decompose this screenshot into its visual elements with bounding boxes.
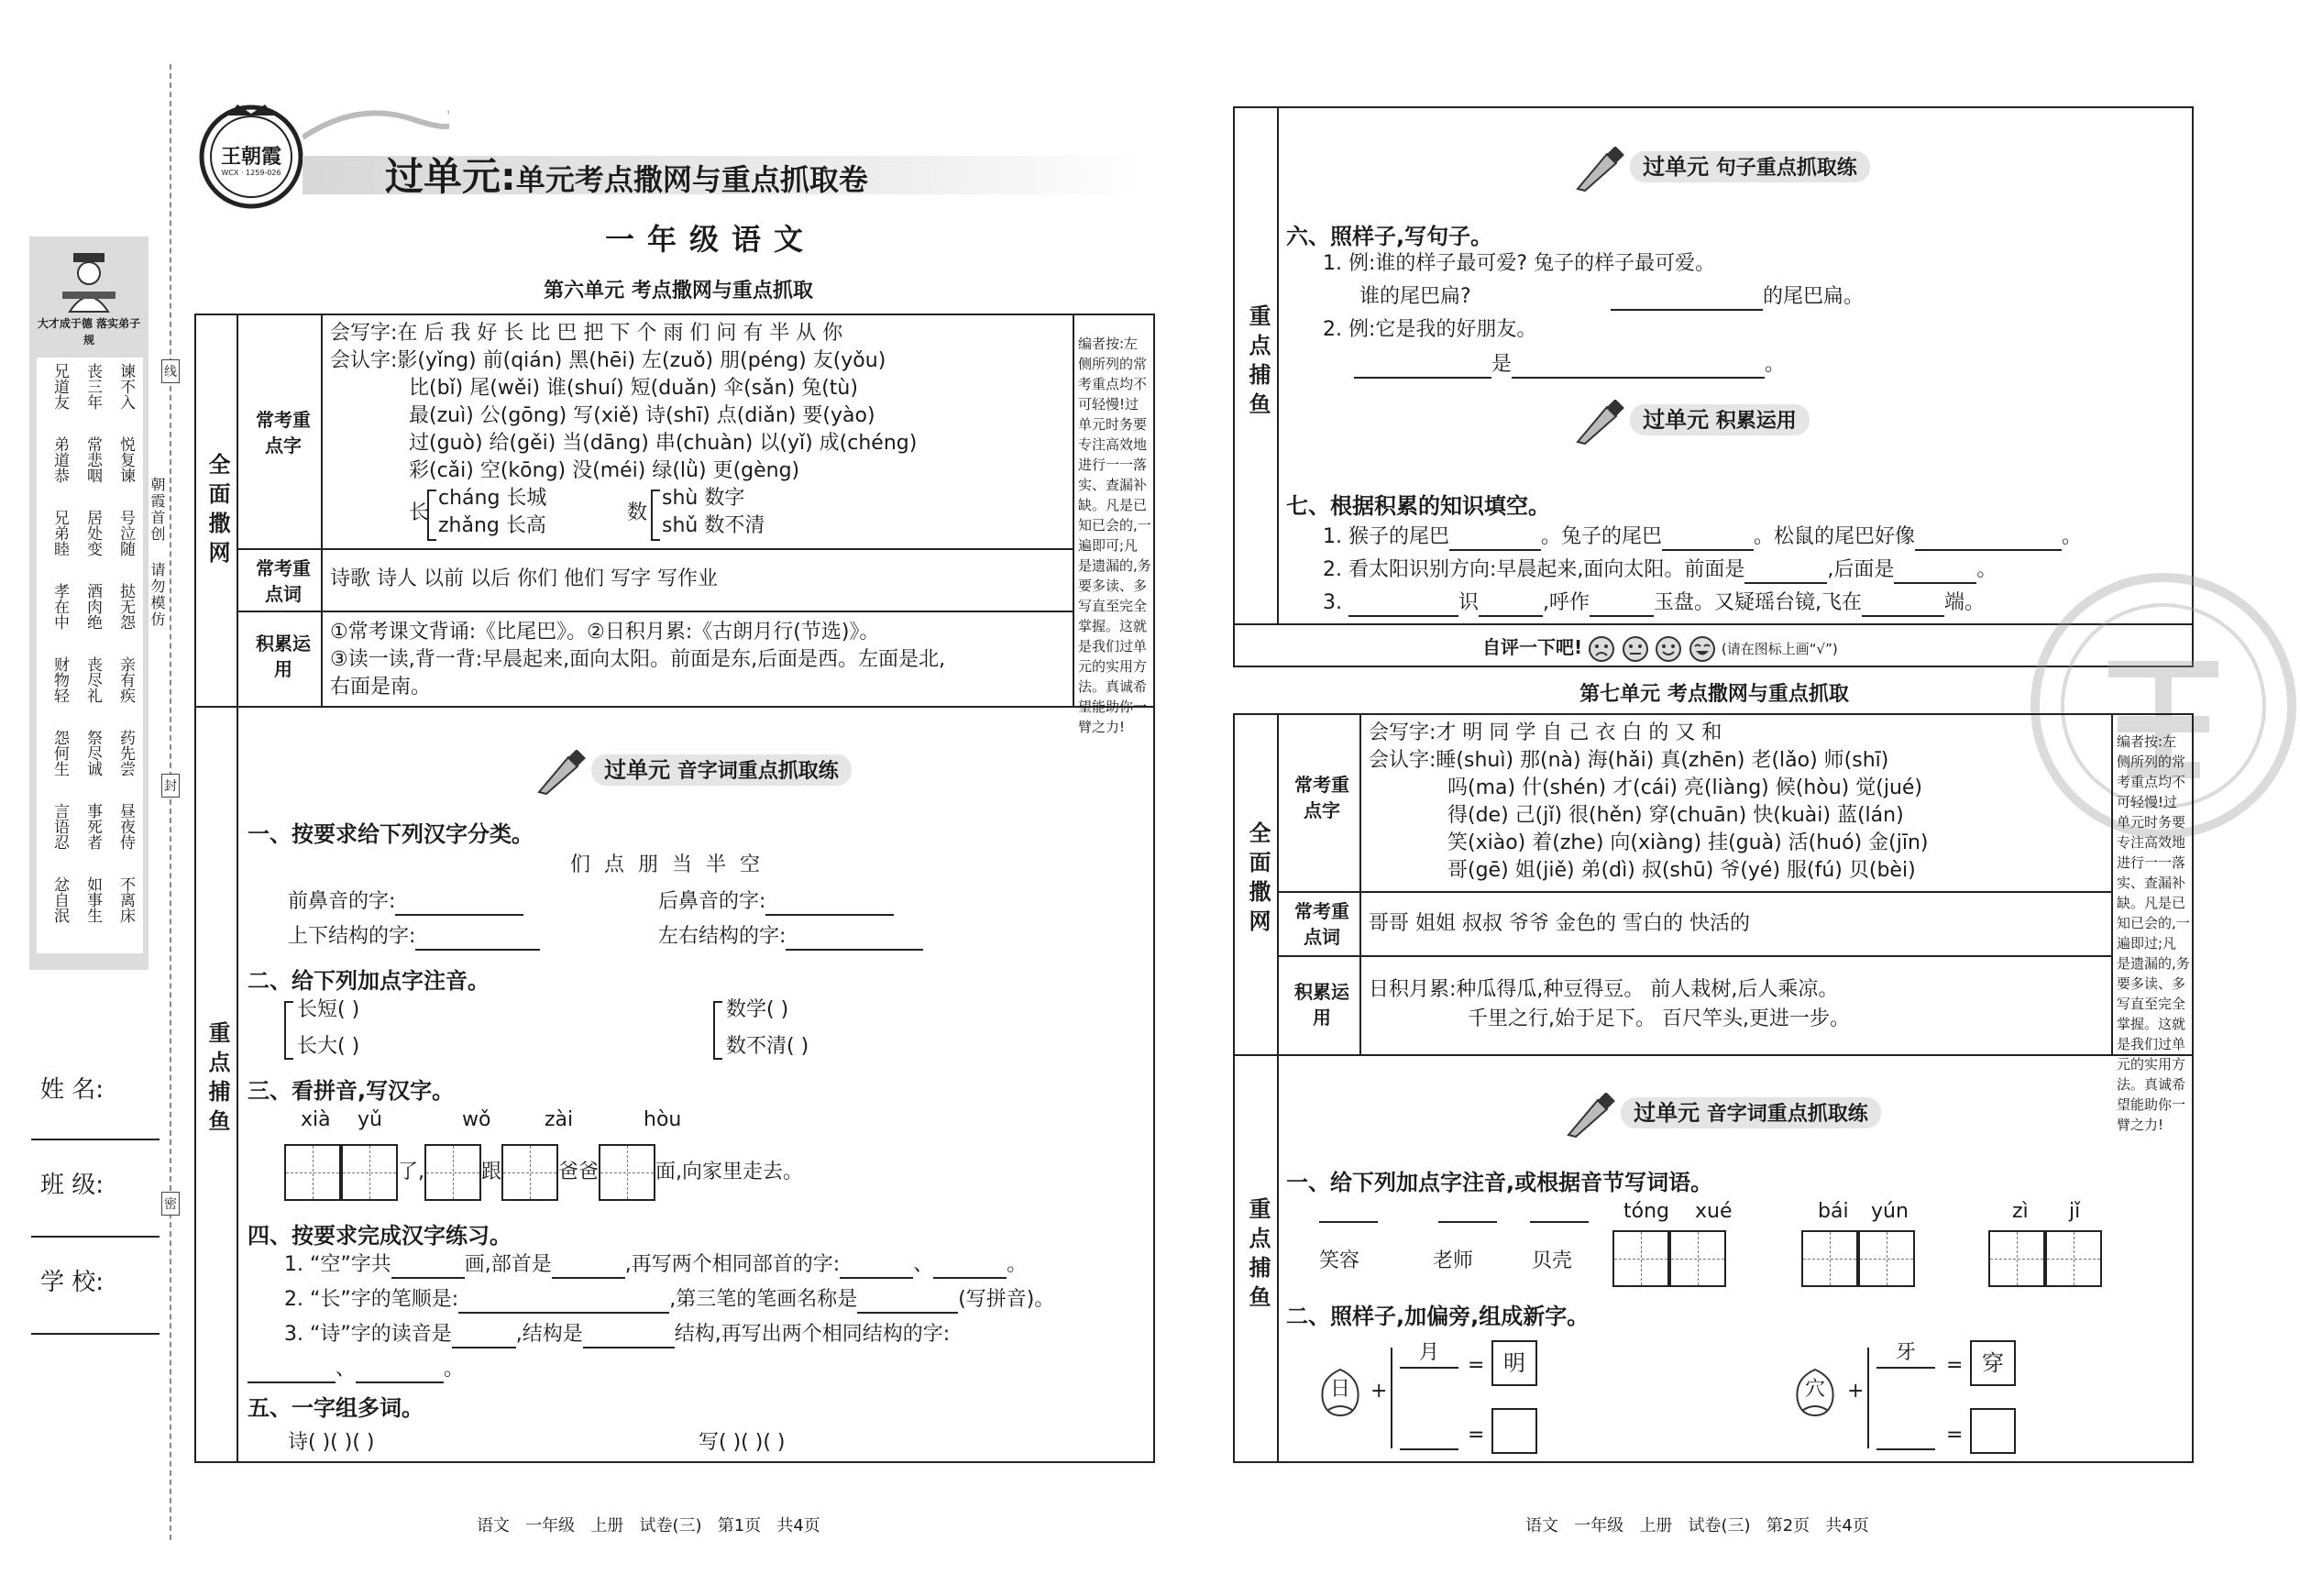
q5-a: 诗( )( )( ) (288, 1431, 375, 1454)
neutral-face-icon[interactable] (1622, 635, 1649, 663)
q5-title: 五、一字组多词。 (248, 1395, 424, 1421)
r2-bracket (1867, 1348, 1869, 1448)
r1-plus: + (1370, 1380, 1388, 1403)
motto-cell: 药先尝 (116, 730, 135, 776)
huiren-line-1: 会认字:影(yǐng) 前(qián) 黑(hēi) 左(zuǒ) 朋(péng) 友(yǒu) (330, 349, 886, 372)
sidebar (29, 237, 149, 970)
cell-tong[interactable] (1612, 1230, 1669, 1287)
q3-py-xia: xià (301, 1108, 331, 1131)
q1-a-blank[interactable] (395, 894, 523, 916)
r2-plus: + (1847, 1380, 1865, 1403)
q3-py-hou: hòu (644, 1108, 682, 1131)
motto-cell: 忿自泯 (50, 876, 69, 923)
q4-3-blank-d[interactable] (356, 1361, 444, 1383)
u7-editor-note: 编者按:左侧所列的常考重点均不可轻慢!过单元时务要专注高效地进行一一落实、查漏补缺。凡是已知已会的,一遍即过;凡是遗漏的,务要多读、多写直至完全掌握。这就是我们过单元的实用方法。真诚希望能助你一臂之力! (2117, 733, 2190, 1133)
q6-2-blank-b[interactable] (1512, 357, 1765, 379)
motto-cell: 事死者 (83, 803, 102, 850)
row-sep-main (196, 706, 1153, 708)
u7-label-changkao-zi: 常考重点字 (1294, 774, 1349, 821)
poly-shu-brace (651, 490, 660, 541)
title-rest: 单元考点撒网与重点抓取卷 (515, 162, 868, 197)
cell-zi[interactable] (1988, 1230, 2045, 1287)
motto-cell: 亲有疾 (116, 656, 135, 703)
sad-face-icon[interactable] (1588, 635, 1615, 663)
jilei-line-2: ③读一读,背一背:早晨起来,面向太阳。前面是东,后面是西。左面是北, (330, 648, 946, 671)
u7-row-sep-1 (1279, 891, 2111, 893)
r1-result: 明 (1491, 1340, 1537, 1386)
motto-cell: 悦复谏 (116, 436, 135, 483)
motto-cell: 孝在中 (50, 583, 69, 630)
q5-b: 写( )( )( ) (699, 1431, 786, 1454)
side-mark-xian: 线 (161, 359, 180, 383)
scholar-icon (57, 249, 121, 314)
q6-1b: 谁的尾巴扁? (1359, 285, 1471, 308)
q6-2: 2. 例:它是我的好朋友。 (1323, 318, 1537, 341)
label-changkao-zi: 常考重点字 (256, 409, 311, 457)
laugh-face-icon[interactable] (1689, 635, 1716, 663)
self-eval-note: (请在图标上画“√”) (1721, 641, 1838, 657)
u7-py-xue: xué (1695, 1200, 1733, 1223)
q7-1-blank-a[interactable] (1449, 529, 1541, 551)
q7-title: 七、根据积累的知识填空。 (1286, 493, 1550, 519)
motto-cell: 怨何生 (50, 730, 69, 776)
q3-py-zai: zài (545, 1108, 574, 1131)
huixie-line: 会写字:在 后 我 好 长 比 巴 把 下 个 雨 们 问 有 半 从 你 (330, 322, 843, 345)
banner-accum-label: 过单元 积累运用 (1630, 404, 1810, 435)
brand-sub: WCX · 1259-026 (221, 169, 281, 177)
u7-py-ji: jǐ (2069, 1200, 2081, 1223)
poly-shu-2: shǔ 数不清 (662, 514, 765, 537)
motto-cell: 酒肉绝 (83, 583, 102, 630)
motto-cell: 谏不入 (116, 363, 135, 410)
u7-huiren-2: 吗(ma) 什(shén) 才(cái) 亮(liàng) 候(hòu) 觉(jué) (1447, 776, 1922, 799)
cell-ji[interactable] (2045, 1230, 2102, 1287)
q1-c-blank[interactable] (415, 929, 540, 951)
jilei-line-1: ①常考课文背诵:《比尾巴》。②日积月累:《古朗月行(节选)》。 (330, 621, 880, 644)
q4-1-blank-d[interactable] (933, 1257, 1007, 1279)
u7-banner-phonics (1565, 1093, 1881, 1139)
side-note: 朝霞首创 请勿模仿 (149, 477, 166, 628)
motto-cell: 号泣随 (116, 510, 135, 556)
motto-cell: 言语忍 (50, 803, 69, 850)
banner-sentence (1574, 147, 1870, 193)
q7-1-blank-b[interactable] (1662, 529, 1754, 551)
banner-sentence-label: 过单元 句子重点抓取练 (1630, 151, 1870, 182)
q4-1-blank-b[interactable] (552, 1257, 625, 1279)
q7-2-blank-a[interactable] (1744, 562, 1827, 584)
poly-chang-1: cháng 长城 (438, 487, 547, 510)
u7-col-zhong-label: 重点捕鱼 (1245, 1197, 1271, 1315)
motto-title: 大才成于德 落实弟子规 (37, 317, 141, 347)
u7-jilei-1: 日积月累:种瓜得瓜,种豆得豆。 前人栽树,后人乘凉。 (1369, 978, 1839, 1001)
col-zhong-label: 重点捕鱼 (204, 1021, 230, 1139)
poly-shu-1: shù 数字 (662, 487, 745, 510)
unit7-title: 第七单元 考点撒网与重点抓取 (1579, 683, 1849, 706)
q4-1: 1. “空”字共 画,部首是 ,再写两个相同部首的字: 、 。 (284, 1250, 1027, 1279)
footer-right: 语文 一年级 上册 试卷(三) 第2页 共4页 (1525, 1516, 1869, 1535)
u7-py-zi: zì (2012, 1200, 2029, 1223)
brand-seal (197, 103, 305, 211)
q1-title: 一、按要求给下列汉字分类。 (248, 821, 534, 847)
q7-1-blank-c[interactable] (1915, 529, 2062, 551)
main-title (385, 147, 868, 202)
motto-cell: 兄道友 (50, 363, 69, 410)
title-main: 过单元 (385, 154, 501, 199)
r1-add: 月 (1400, 1338, 1458, 1369)
u7-cells-tongxue (1612, 1230, 1726, 1291)
motto-cell: 如事生 (83, 876, 102, 923)
poly-chang-brace (427, 490, 436, 541)
motto-cell: 祭尽诚 (83, 730, 102, 776)
q7-3-blank-a[interactable] (1348, 595, 1458, 617)
u7-huixie: 会写字:才 明 同 学 自 己 衣 白 的 又 和 (1369, 721, 1722, 744)
cell-bai[interactable] (1801, 1230, 1858, 1287)
poly-chang-char: 长 (409, 501, 430, 524)
title-colon: : (501, 154, 516, 199)
motto-cell: 居处变 (83, 510, 102, 556)
unit6-table (194, 314, 1155, 1463)
col-quan-label: 全面撒网 (204, 453, 230, 570)
q1-d-blank[interactable] (786, 929, 923, 951)
banner-accum (1574, 400, 1810, 446)
u7-q1-blank-3[interactable] (1530, 1201, 1589, 1223)
r1-result-blank[interactable] (1491, 1408, 1537, 1454)
brush-icon-3 (1574, 400, 1625, 446)
q3-row: 了, 跟 爸爸 面,向家里走去。 (284, 1144, 803, 1206)
q6-2-blank-a[interactable] (1354, 357, 1491, 379)
class-field[interactable] (31, 1236, 160, 1238)
u7-cells-baiyun (1801, 1230, 1915, 1291)
u7-jilei-2: 千里之行,始于足下。 百尺竿头,更进一步。 (1468, 1007, 1850, 1030)
binding-line (170, 64, 171, 1540)
u7-huiren-5: 哥(gē) 姐(jiě) 弟(dì) 叔(shū) 爷(yé) 服(fú) 贝(bèi) (1447, 859, 1916, 882)
brush-icon (535, 750, 587, 796)
u7-huiren-3: 得(de) 己(jǐ) 很(hěn) 穿(chuān) 快(kuài) 蓝(lán) (1447, 804, 1904, 827)
peach-ri-char: 日 (1329, 1378, 1350, 1401)
school-label: 学 校: (40, 1269, 105, 1296)
cell-yun[interactable] (1858, 1230, 1915, 1287)
q4-3-blank-c[interactable] (248, 1361, 336, 1383)
r2-add-blank[interactable] (1876, 1428, 1935, 1450)
q4-3-blank-a[interactable] (452, 1326, 516, 1348)
motto-cell: 丧尽礼 (83, 656, 102, 703)
q1-b: 后鼻音的字: (658, 887, 894, 916)
motto-cell: 不离床 (116, 876, 135, 923)
u7-huiren-1: 会认字:睡(shuì) 那(nà) 海(hǎi) 真(zhēn) 老(lǎo) 师(shī) (1369, 749, 1889, 772)
peach-xue-char: 穴 (1804, 1378, 1825, 1401)
motto-cell: 挞无怨 (116, 583, 135, 630)
q6-title: 六、照样子,写句子。 (1286, 224, 1493, 249)
u7-q1-w3: 贝壳 (1532, 1249, 1573, 1272)
motto-cell: 常悲咽 (83, 436, 102, 483)
u7-row-sep-main (1235, 1054, 2192, 1056)
huiren-line-4: 过(guò) 给(gěi) 当(dāng) 串(chuàn) 以(yǐ) 成(chéng) (409, 432, 918, 455)
banner-phonics (535, 750, 852, 796)
q4-3-blank-b[interactable] (583, 1326, 675, 1348)
u7-q1-w1: 笑容 (1319, 1249, 1360, 1272)
q4-1-blank-a[interactable] (391, 1257, 465, 1279)
q3-title: 三、看拼音,写汉字。 (248, 1078, 455, 1104)
q2-title: 二、给下列加点字注音。 (248, 968, 490, 994)
motto-grid (37, 358, 143, 953)
jilei-line-3: 右面是南。 (330, 676, 432, 699)
q2-brace-left (284, 1001, 293, 1060)
q7-2-blank-b[interactable] (1894, 562, 1976, 584)
cell-xue[interactable] (1669, 1230, 1726, 1287)
u7-huiren-4: 笑(xiào) 着(zhe) 向(xiàng) 挂(guà) 活(huó) 金(jīn) (1447, 831, 1929, 854)
motto-cell: 财物轻 (50, 656, 69, 703)
u7-py-bai: bái (1818, 1200, 1849, 1223)
u7-cells-ziji (1988, 1230, 2102, 1291)
self-eval-label: 自评一下吧! (1482, 636, 1583, 658)
q6-2b: 是 。 (1354, 350, 1785, 379)
self-eval-row (1482, 631, 1838, 664)
subtitle: 一年级语文 (604, 222, 816, 257)
banner-phonics-label: 过单元 音字词重点抓取练 (591, 754, 852, 786)
poly-shu-char: 数 (627, 501, 648, 524)
q1-a: 前鼻音的字: (288, 887, 523, 916)
poly-chang-2: zhǎng 长高 (438, 514, 546, 537)
u7-col-quan-label: 全面撒网 (1245, 821, 1271, 939)
r1-bracket (1391, 1348, 1392, 1448)
huiren-line-3: 最(zuì) 公(gōng) 写(xiě) 诗(shī) 点(diǎn) 要(yào) (409, 404, 875, 427)
u7-py-yun: yún (1871, 1200, 1909, 1223)
r2-eq-2: = (1946, 1424, 1964, 1447)
q3-cell-yu[interactable] (341, 1144, 398, 1201)
peach-xue (1792, 1364, 1838, 1419)
q3-py-wo: wǒ (462, 1108, 491, 1131)
r1-add-blank[interactable] (1400, 1428, 1458, 1450)
name-field[interactable] (31, 1139, 160, 1140)
q7-3-blank-d[interactable] (1862, 595, 1944, 617)
u7-q1-title: 一、给下列加点字注音,或根据音节写词语。 (1286, 1170, 1713, 1195)
u7-banner-phonics-label: 过单元 音字词重点抓取练 (1621, 1097, 1881, 1128)
brush-icon-4 (1565, 1093, 1616, 1139)
motto-cell: 丧三年 (83, 363, 102, 410)
q4-2-blank-a[interactable] (458, 1292, 669, 1314)
u7-q1-w2: 老师 (1433, 1249, 1474, 1272)
r2-eq-1: = (1946, 1354, 1964, 1377)
q6-1c: 的尾巴扁。 (1611, 282, 1864, 311)
u7-py-tong: tóng (1623, 1200, 1669, 1223)
label-changkao-ci: 常考重点词 (256, 557, 311, 605)
huiren-line-2: 比(bǐ) 尾(wěi) 谁(shuí) 短(duǎn) 伞(sǎn) 兔(tù) (409, 377, 858, 400)
r2-add: 牙 (1876, 1338, 1935, 1369)
q2-a: 长短( ) (297, 998, 360, 1021)
q1-b-blank[interactable] (765, 894, 894, 916)
scholar-illustration (57, 249, 121, 314)
q2-b: 长大( ) (297, 1035, 360, 1058)
u7-q1-blank-1[interactable] (1319, 1201, 1378, 1223)
q4-2: 2. “长”字的笔顺是: ,第三笔的笔画名称是 (写拼音)。 (284, 1285, 1054, 1314)
u7-label-jilei: 积累运用 (1294, 981, 1349, 1029)
smile-face-icon[interactable] (1655, 635, 1682, 663)
u7-label-changkao-ci: 常考重点词 (1294, 900, 1349, 948)
class-label: 班 级: (40, 1172, 105, 1199)
r2-result-blank[interactable] (1970, 1408, 2016, 1454)
q3-cell-hou[interactable] (599, 1144, 655, 1201)
huiren-line-5: 彩(cǎi) 空(kōng) 没(méi) 绿(lǜ) 更(gèng) (409, 459, 800, 482)
q4-3: 3. “诗”字的读音是 ,结构是 结构,再写出两个相同结构的字: (284, 1320, 950, 1348)
q6-1: 1. 例:谁的样子最可爱? 兔子的样子最可爱。 (1323, 252, 1716, 275)
side-mark-feng: 封 (161, 774, 180, 798)
unit7-table (1233, 713, 2194, 1463)
q3-cell-zai[interactable] (501, 1144, 558, 1201)
r1-eq-2: = (1468, 1424, 1485, 1447)
footer-left: 语文 一年级 上册 试卷(三) 第1页 共4页 (477, 1516, 820, 1535)
q3-cell-xia[interactable] (284, 1144, 341, 1201)
q3-py-yu: yǔ (358, 1108, 382, 1131)
q1-chars: 们 点 朋 当 半 空 (570, 853, 764, 876)
q1-d: 左右结构的字: (658, 922, 923, 951)
q7-1: 1. 猴子的尾巴 。兔子的尾巴 。松鼠的尾巴好像 。 (1323, 523, 2082, 551)
side-mark-mi: 密 (161, 1192, 180, 1216)
q4-title: 四、按要求完成汉字练习。 (248, 1223, 512, 1249)
q7-3: 3. 识 ,呼作 玉盘。又疑瑶台镜,飞在 端。 (1323, 589, 1985, 617)
peach-ri (1317, 1364, 1363, 1419)
u7-row-sep-2 (1279, 955, 2111, 957)
q7-2: 2. 看太阳识别方向:早晨起来,面向太阳。前面是 ,后面是 。 (1323, 556, 1997, 584)
name-label: 姓 名: (40, 1076, 105, 1104)
q4-2-blank-b[interactable] (857, 1292, 958, 1314)
q4-1-blank-c[interactable] (840, 1257, 913, 1279)
brand-text: 王朝霞 (220, 145, 281, 169)
q7-3-blank-c[interactable] (1590, 595, 1654, 617)
school-field[interactable] (31, 1333, 160, 1335)
editor-note: 编者按:左侧所列的常考重点均不可轻慢!过单元时务要专注高效地进行一一落实、查漏补缺。凡是已知已会的,一遍即可;凡是遗漏的,务要多读、多写直至完全掌握。这就是我们过单元的实用方法。真诚希望能助你一臂之力! (1078, 336, 1151, 735)
u7-q1-blank-2[interactable] (1438, 1201, 1497, 1223)
q1-c: 上下结构的字: (288, 922, 540, 951)
motto-cell: 兄弟睦 (50, 510, 69, 556)
q2-d: 数不清( ) (726, 1035, 809, 1058)
ci-line: 诗歌 诗人 以前 以后 你们 他们 写字 写作业 (330, 567, 718, 590)
q6-1-blank[interactable] (1611, 289, 1763, 311)
unit6-title: 第六单元 考点撒网与重点抓取 (544, 280, 813, 303)
q2-c: 数学( ) (726, 998, 789, 1021)
label-jilei: 积累运用 (256, 633, 311, 680)
right-col-zhong-label: 重点捕鱼 (1245, 304, 1271, 422)
q2-brace-right (713, 1001, 722, 1060)
row-sep-2 (238, 611, 1073, 612)
u7-ci-line: 哥哥 姐姐 叔叔 爷爷 金色的 雪白的 快活的 (1369, 912, 1750, 935)
u7-q2-title: 二、照样子,加偏旁,组成新字。 (1286, 1304, 1590, 1329)
row-sep-1 (238, 548, 1073, 550)
q7-3-blank-b[interactable] (1479, 595, 1543, 617)
motto-cell: 弟道恭 (50, 436, 69, 483)
r2-result: 穿 (1970, 1340, 2016, 1386)
r1-eq-1: = (1468, 1354, 1485, 1377)
motto-cell: 昼夜侍 (116, 803, 135, 850)
q4-3-cont: 、 。 (248, 1355, 464, 1383)
q3-cell-wo[interactable] (424, 1144, 481, 1201)
brush-icon-2 (1574, 147, 1625, 193)
